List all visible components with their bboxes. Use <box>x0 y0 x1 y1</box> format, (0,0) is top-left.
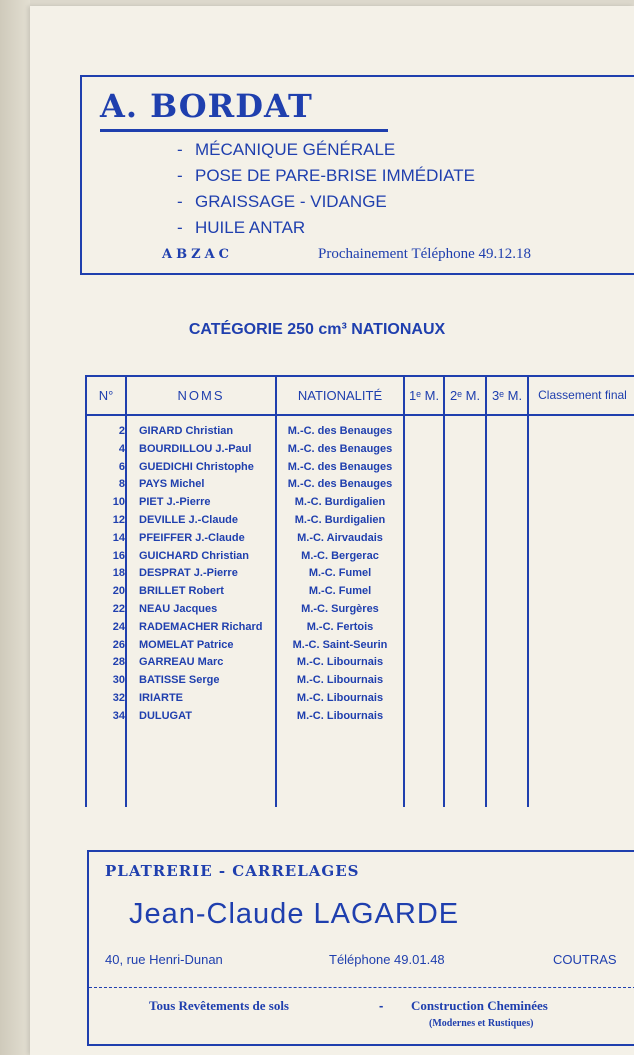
rider-number: 32 <box>112 691 125 704</box>
chimney-service: Construction Cheminées <box>411 998 548 1013</box>
rider-name: MOMELAT Patrice <box>139 638 234 651</box>
table-row <box>87 461 634 479</box>
rider-club: M.-C. Fumel <box>308 585 372 598</box>
service-item: - HUILE ANTAR <box>177 218 306 237</box>
bordat-phone: Prochainement Téléphone 49.12.18 <box>318 246 532 262</box>
owner-phone: Téléphone 49.01.48 <box>329 952 445 967</box>
header-m3: 3ᵉ M. <box>491 388 523 403</box>
rider-club: M.-C. Fumel <box>308 567 372 580</box>
table-row <box>87 550 634 568</box>
rider-club: M.-C. des Benauges <box>287 478 393 491</box>
rider-name: DESPRAT J.-Pierre <box>139 567 238 580</box>
rider-name: BOURDILLOU J.-Paul <box>139 442 252 455</box>
rider-club: M.-C. Burdigalien <box>294 496 386 509</box>
owner-city: COUTRAS <box>553 952 617 967</box>
table-row <box>87 567 634 585</box>
table-row <box>87 532 634 550</box>
table-row <box>87 585 634 603</box>
table-row <box>87 621 634 639</box>
service-item: - MÉCANIQUE GÉNÉRALE <box>177 140 396 159</box>
rider-number: 6 <box>118 460 125 473</box>
rider-number: 8 <box>118 478 125 491</box>
header-divider <box>87 414 634 416</box>
table-row <box>87 425 634 443</box>
rider-number: 28 <box>112 656 125 669</box>
rider-number: 24 <box>112 620 125 633</box>
header-name: NOMS <box>177 388 225 403</box>
dashed-separator <box>89 987 634 988</box>
rider-name: BATISSE Serge <box>139 674 220 687</box>
table-row <box>87 656 634 674</box>
rider-name: GUICHARD Christian <box>139 549 250 562</box>
rider-number: 20 <box>112 585 125 598</box>
rider-number: 10 <box>112 496 125 509</box>
header-m2: 2ᵉ M. <box>449 388 481 403</box>
rider-number: 26 <box>112 638 125 651</box>
rider-name: PIET J.-Pierre <box>139 496 211 509</box>
table-row <box>87 710 634 728</box>
category-title: CATÉGORIE 250 cm³ NATIONAUX <box>188 321 446 338</box>
rider-number: 22 <box>112 602 125 615</box>
header-num: N° <box>98 388 114 403</box>
bordat-advertisement <box>80 75 634 275</box>
rider-club: M.-C. Fertois <box>306 620 374 633</box>
table-row <box>87 496 634 514</box>
table-body <box>87 425 634 728</box>
rider-number: 16 <box>112 549 125 562</box>
table-row <box>87 443 634 461</box>
rider-number: 18 <box>112 567 125 580</box>
rider-name: DULUGAT <box>139 709 192 722</box>
entries-table <box>85 375 634 807</box>
header-final: Classement final <box>538 388 627 402</box>
owner-address: 40, rue Henri-Dunan <box>105 952 223 967</box>
rider-club: M.-C. Libournais <box>296 691 384 704</box>
underlying-page-edge <box>0 0 30 1055</box>
rider-club: M.-C. des Benauges <box>287 442 393 455</box>
rider-name: RADEMACHER Richard <box>139 620 263 633</box>
header-m1: 1ᵉ M. <box>408 388 440 403</box>
rider-number: 30 <box>112 674 125 687</box>
service-item: - GRAISSAGE - VIDANGE <box>177 192 387 211</box>
rider-number: 34 <box>112 709 125 722</box>
rider-club: M.-C. Surgères <box>301 602 379 615</box>
table-row <box>87 692 634 710</box>
rider-club: M.-C. Libournais <box>296 674 384 687</box>
rider-name: PAYS Michel <box>139 478 205 491</box>
rider-name: PFEIFFER J.-Claude <box>139 531 245 544</box>
rider-name: NEAU Jacques <box>139 602 218 615</box>
rider-number: 14 <box>112 531 125 544</box>
rider-name: GUEDICHI Christophe <box>139 460 254 473</box>
flooring-service: Tous Revêtements de sols <box>149 998 289 1013</box>
table-row <box>87 603 634 621</box>
rider-club: M.-C. des Benauges <box>287 425 393 437</box>
bordat-town: ABZAC <box>162 247 233 262</box>
table-row <box>87 639 634 657</box>
owner-name: Jean-Claude LAGARDE <box>129 898 460 930</box>
chimney-service-detail: (Modernes et Rustiques) <box>429 1018 534 1029</box>
table-row <box>87 478 634 496</box>
lagarde-advertisement <box>87 850 634 1046</box>
brand-underline <box>100 129 388 132</box>
rider-name: BRILLET Robert <box>139 585 224 598</box>
table-row <box>87 514 634 532</box>
rider-club: M.-C. Bergerac <box>301 549 379 562</box>
rider-name: GARREAU Marc <box>139 656 224 669</box>
rider-number: 4 <box>118 442 125 455</box>
trade-heading: PLATRERIE - CARRELAGES <box>105 862 360 880</box>
service-separator: - <box>379 998 384 1013</box>
bordat-brand: A. BORDAT <box>100 87 313 125</box>
rider-number: 12 <box>112 513 125 526</box>
rider-club: M.-C. Airvaudais <box>297 531 383 544</box>
rider-club: M.-C. Libournais <box>296 656 384 669</box>
table-row <box>87 674 634 692</box>
service-item: - POSE DE PARE-BRISE IMMÉDIATE <box>177 166 475 185</box>
rider-name: IRIARTE <box>139 691 183 704</box>
rider-name: GIRARD Christian <box>139 425 234 437</box>
rider-club: M.-C. Saint-Seurin <box>292 638 388 651</box>
header-nationality: NATIONALITÉ <box>297 388 383 403</box>
rider-club: M.-C. Burdigalien <box>294 513 386 526</box>
rider-name: DEVILLE J.-Claude <box>139 513 239 526</box>
rider-number: 2 <box>118 425 125 437</box>
services-list <box>177 137 475 241</box>
rider-club: M.-C. Libournais <box>296 709 384 722</box>
rider-club: M.-C. des Benauges <box>287 460 393 473</box>
